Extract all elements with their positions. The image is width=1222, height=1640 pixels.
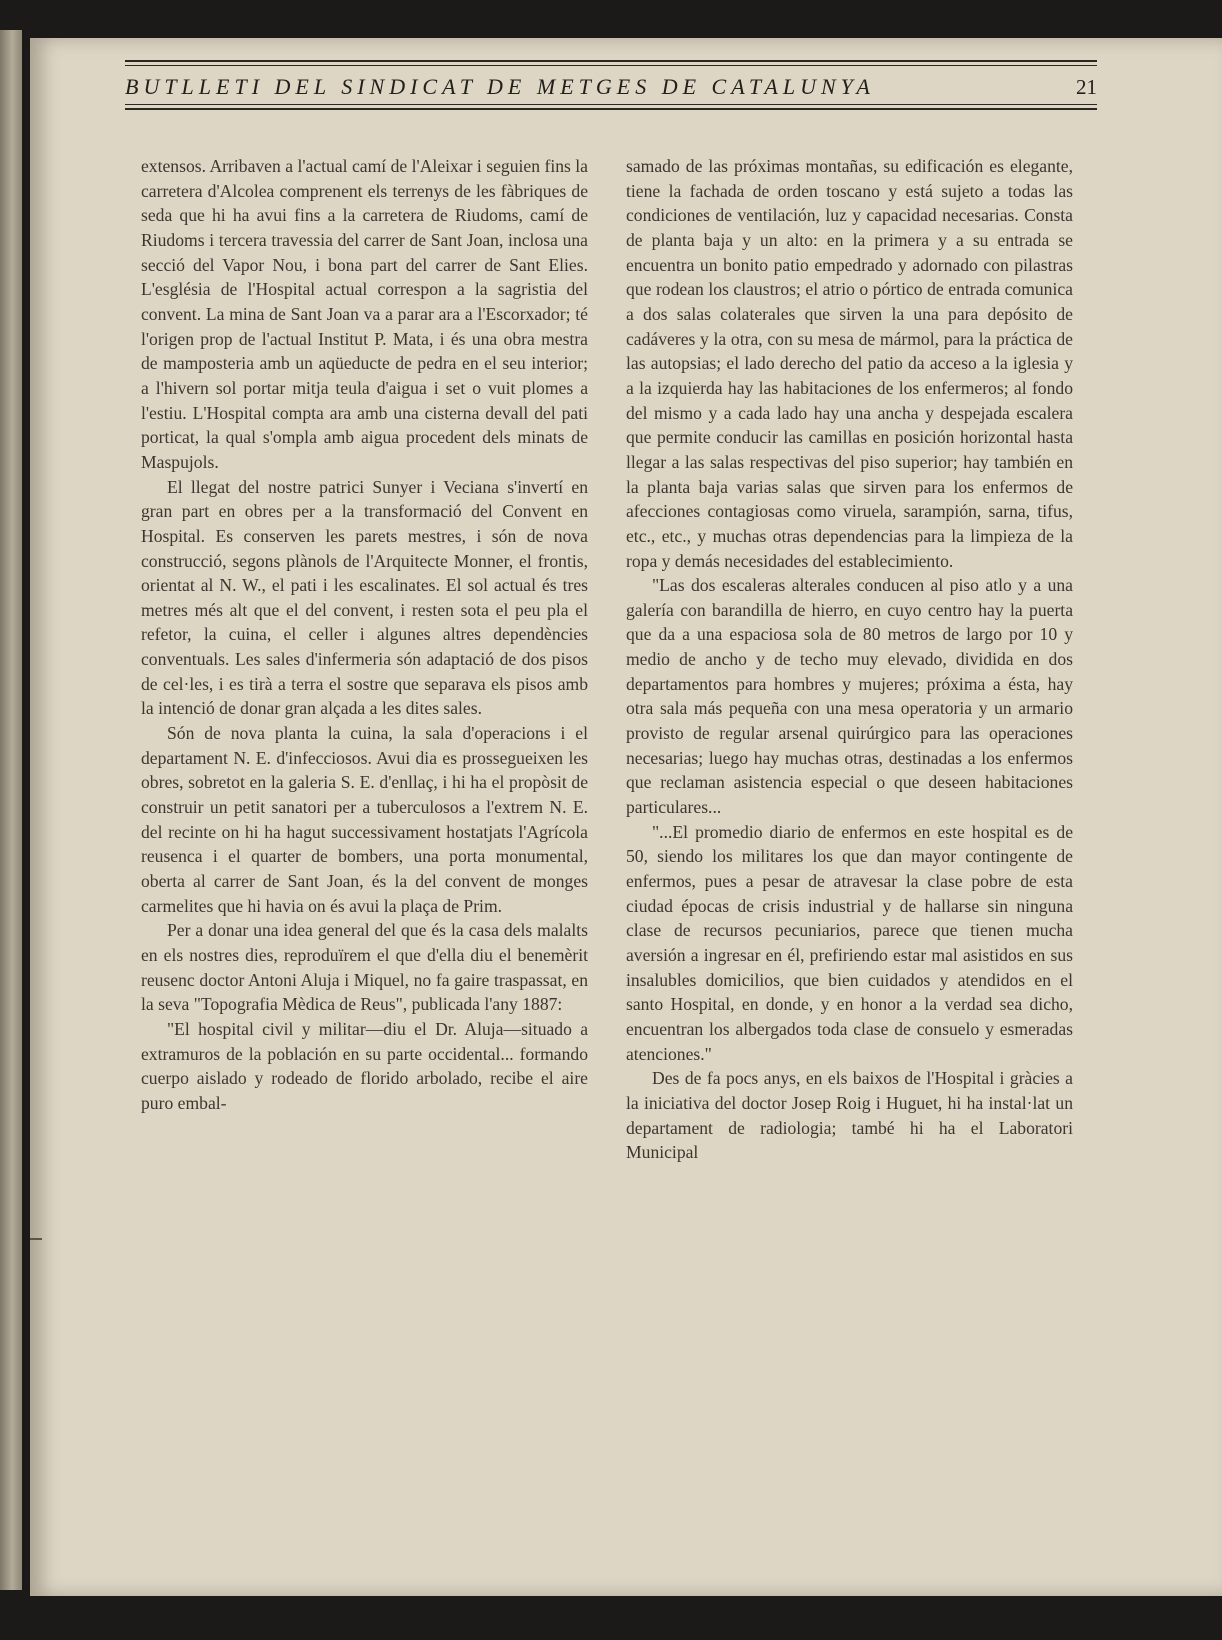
- page-number: 21: [1076, 74, 1097, 99]
- header-rule-top: [125, 60, 1097, 69]
- paragraph: "...El promedio diario de enfermos en este hospital es de 50, siendo los militares los que dan mayor contingente de enfermos, pues a pesar de atravesar la clase pobre de esta ciudad épocas de crisis industrial y de hallarse sin ninguna clase de recursos pecuniarios, parece que tienen mucha aversión a ingresar en él, prefiriendo estar mal asistidos en sus insalubles domicilios, que bien cuidados y atendidos en el santo Hospital, en donde, y en honor a la verdad sea dicho, encuentran los albergados toda clase de consuelo y esmeradas atenciones.": [626, 821, 1073, 1064]
- paragraph: El llegat del nostre patrici Sunyer i Veciana s'invertí en gran part en obres per a la transformació del Convent en Hospital. Es conserven les parets mestres, i són de nova construcció, segons plànols de l'Arquitecte Monner, el frontis, orientat al N. W., el pati i les escalinates. El sol actual és tres metres més alt que el del convent, i resten sota el peu pla el refetor, la cuina, el celler i algunes altres dependències conventuals. Les sales d'infermeria són adaptació de dos pisos de cel·les, i es tirà a terra el sostre que separava els pisos amb la intenció de donar gran alçada a les dites sales.: [141, 476, 588, 719]
- previous-page-edge: [0, 30, 22, 1590]
- paragraph: extensos. Arribaven a l'actual camí de l'Aleixar i seguien fins la carretera d'Alcolea comprenent els terrenys de les fàbriques de seda que hi ha avui fins a la carretera de Riudoms, camí de Riudoms i tercera travessia del carrer de Sant Joan, inclosa una secció del Vapor Nou, i bona part del carrer de Sant Elies. L'església de l'Hospital actual correspon a la sagristia del convent. La mina de Sant Joan va a parar ara a l'Escorxador; té l'origen prop de l'actual Institut P. Mata, i és una obra mestra de mamposteria amb un aqüeducte de pedra en el seu interior; a l'hivern sol portar mitja teula d'aigua i set o vuit plomes a l'estiu. L'Hospital compta ara amb una cisterna devall del pati porticat, la qual s'ompla amb aigua procedent dels minats de Maspujols.: [141, 156, 588, 472]
- text-column-right: [626, 154, 1073, 1165]
- paragraph: Són de nova planta la cuina, la sala d'operacions i el departament N. E. d'infecciosos. Avui dia es prossegueixen les obres, sobretot en la galeria S. E. d'enllaç, i hi ha el propòsit de construir un petit sanatori per a tuberculosos a l'extrem N. E. del recinte on hi ha hagut successivament hostatjats l'Agrícola reusenca i el quarter de bombers, una porta monumental, oberta al carrer de Sant Joan, és la del convent de monges carmelites que hi havia on és avui la plaça de Prim.: [141, 723, 588, 916]
- paragraph: Per a donar una idea general del que és la casa dels malalts en els nostres dies, reproduïrem el que d'ella diu el benemèrit reusenc doctor Antoni Aluja i Miquel, no fa gaire traspassat, en la seva "Topografia Mèdica de Reus", publicada l'any 1887:: [141, 920, 588, 1015]
- running-header: [125, 60, 1097, 120]
- paragraph: "Las dos escaleras alterales conducen al piso atlo y a una galería con barandilla de hierro, en cuyo centro hay la puerta que da a una espaciosa sola de 80 metros de largo por 10 y medio de ancho y de techo muy elevado, dividida en dos departamentos para hombres y mujeres; próxima a ésta, hay otra sala más pequeña con una mesa operatoria y un armario provisto de regular arsenal quirúrgico para las operaciones necesarias; luego hay muchas otras, destinadas a los enfermos que reclaman asistencia especial o que deseen habitaciones particulares...: [626, 575, 1073, 818]
- paragraph: "El hospital civil y militar—diu el Dr. Aluja—situado a extramuros de la población en su parte occidental... formando cuerpo aislado y rodeado de florido arbolado, recibe el aire puro embal-: [141, 1018, 588, 1113]
- header-rule-bottom: [125, 104, 1097, 113]
- paragraph: samado de las próximas montañas, su edificación es elegante, tiene la fachada de orden toscano y está sujeto a todas las condiciones de ventilación, luz y capacidad necesarias. Consta de planta baja y un alto: en la primera y a su entrada se encuentra un bonito patio empedrado y adornado con pilastras que rodean los claustros; el atrio o pórtico de entrada comunica a dos salas colaterales que sirven la una para depósito de cadáveres y la otra, con su mesa de mármol, para la práctica de las autopsias; el lado derecho del patio da acceso a la iglesia y a la izquierda hay las habitaciones de los enfermeros; al fondo del mismo y a cada lado hay una ancha y despejada escalera que permite conducir las camillas en posición horizontal hasta llegar a las salas respectivas del piso superior; hay también en la planta baja varias salas que sirven para los enfermos de afecciones contagiosas como viruela, sarampión, sarna, tifus, etc., etc., y muchas otras dependencias para la limpieza de la ropa y demás necesidades del establecimiento.: [626, 156, 1073, 571]
- paragraph: Des de fa pocs anys, en els baixos de l'Hospital i gràcies a la iniciativa del doctor Josep Roig i Huguet, hi ha instal·lat un departament de radiologia; també hi ha el Laboratori Municipal: [626, 1068, 1073, 1163]
- margin-mark: [30, 1238, 42, 1240]
- text-column-left: [141, 154, 588, 1116]
- journal-title: BUTLLETI DEL SINDICAT DE METGES DE CATALUNYA: [125, 74, 875, 99]
- header-line: [125, 73, 1097, 101]
